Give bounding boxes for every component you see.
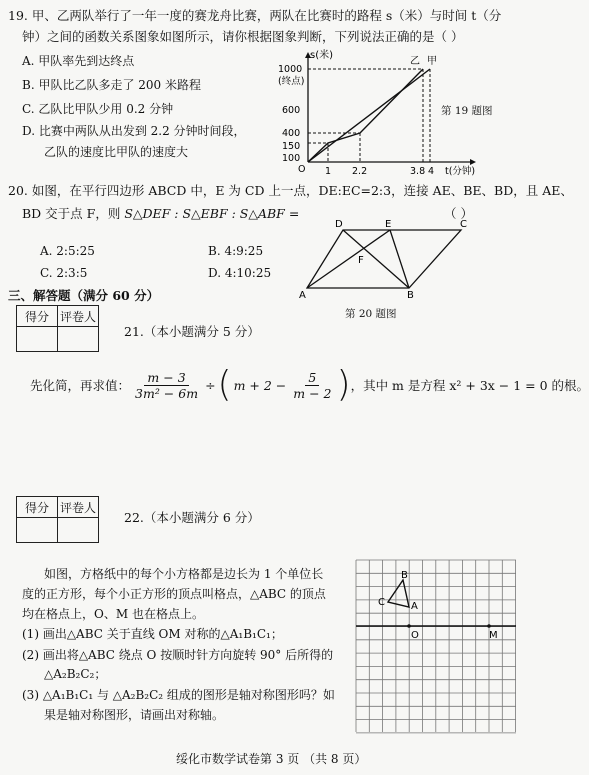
q19-series-label-yi: 乙: [410, 56, 420, 67]
q20-point-a: A: [299, 290, 306, 301]
q20-stem-line1: 20. 如图，在平行四边形 ABCD 中，E 为 CD 上一点，DE:EC=2:3，连接 AE、BE、BD，且 AE、: [8, 183, 573, 198]
q19-series-label-jia: 甲: [427, 56, 437, 67]
q19-y-tick-600: 600: [282, 105, 301, 116]
score-table-q22: [16, 496, 99, 543]
q20-figure-caption: 第 20 题图: [345, 308, 397, 320]
q19-y-tick-150: 150: [282, 141, 301, 152]
q19-y-tick-400: 400: [282, 128, 301, 139]
q22-body-line1: 如图，方格纸中的每个小方格都是边长为 1 个单位长: [44, 567, 324, 581]
q20-stem-line2: [22, 204, 299, 222]
q21-fraction-1: [132, 370, 201, 401]
q22-point-b: B: [401, 570, 408, 581]
q20-option-b: B. 4:9:25: [208, 244, 264, 258]
q19-option-d-line2: 乙队的速度比甲队的速度大: [44, 145, 189, 159]
q19-option-b: B. 甲队比乙队多走了 200 米路程: [22, 78, 201, 92]
q21-suffix: ，其中 m 是方程 x² + 3x − 1 = 0 的根。: [350, 378, 589, 393]
q20-point-c: C: [460, 219, 467, 230]
q20-point-b: B: [407, 290, 414, 301]
q20-parallelogram-figure: [295, 216, 475, 304]
score-header: 得分: [17, 306, 58, 327]
grader-cell[interactable]: [58, 327, 99, 352]
q22-item-2-line1: (2) 画出将△ABC 绕点 O 按顺时针方向旋转 90° 后所得的: [22, 648, 334, 662]
grader-header: 评卷人: [58, 306, 99, 327]
q19-stem-line2: 钟）之间的函数关系图象如图所示，请你根据图象判断，下列说法正确的是（ ）: [22, 29, 464, 44]
q21-fraction-1-denominator: 3m² − 6m: [135, 385, 199, 401]
q21-fraction-2: [290, 370, 334, 401]
q19-stem-line1: 19. 甲、乙两队举行了一年一度的赛龙舟比赛，两队在比赛时的路程 s（米）与时间 t（分: [8, 8, 502, 23]
grader-cell[interactable]: [58, 518, 99, 543]
q20-answer-paren: （ ）: [444, 206, 473, 221]
q21-mid-term: m + 2 −: [233, 377, 287, 393]
q22-body-line3: 均在格点上，O、M 也在格点上。: [22, 607, 204, 621]
q19-origin-label: O: [298, 164, 306, 175]
q19-option-d-line1: D. 比赛中两队从出发到 2.2 分钟时间段，: [22, 124, 246, 138]
q20-area-ratio-expr: S△DEF : S△EBF : S△ABF =: [124, 206, 300, 221]
q19-figure-caption: 第 19 题图: [441, 105, 493, 117]
score-cell[interactable]: [17, 327, 58, 352]
q19-x-tick-2-2: 2.2: [352, 166, 368, 177]
q19-y-axis-label: s(米): [310, 50, 334, 61]
q19-option-a: A. 甲队率先到达终点: [22, 54, 135, 68]
q21-paren-open: (: [217, 364, 232, 405]
q22-item-1: (1) 画出△ABC 关于直线 OM 对称的△A₁B₁C₁；: [22, 627, 283, 641]
q21-prefix: 先化简，再求值：: [30, 378, 131, 393]
q20-option-c: C. 2:3:5: [40, 266, 88, 280]
q19-x-tick-3-8: 3.8: [410, 166, 426, 177]
q22-grid-figure: [356, 560, 516, 736]
section-3-heading: 三、解答题（满分 60 分）: [8, 288, 160, 303]
q19-series-jia: [308, 69, 430, 162]
grader-header: 评卷人: [58, 497, 99, 518]
q21-fraction-2-denominator: m − 2: [293, 385, 332, 401]
q22-item-2-line2: △A₂B₂C₂；: [44, 667, 107, 681]
q19-x-tick-4: 4: [428, 166, 435, 177]
q22-title: 22.（本小题满分 6 分）: [124, 510, 260, 525]
score-cell[interactable]: [17, 518, 58, 543]
q19-option-c: C. 乙队比甲队少用 0.2 分钟: [22, 102, 174, 116]
q22-point-o: O: [411, 630, 419, 641]
q22-item-3-line2: 果是轴对称图形，请画出对称轴。: [44, 708, 225, 722]
q21-fraction-1-numerator: m − 3: [144, 370, 188, 386]
q22-point-m: M: [489, 630, 498, 641]
q22-point-c: C: [378, 597, 385, 608]
q19-x-axis-label: t(分钟): [445, 166, 476, 177]
q22-point-a: A: [411, 601, 418, 612]
q20-point-e: E: [385, 219, 392, 230]
score-table-q21: [16, 305, 99, 352]
q21-divide-sign: ÷: [205, 377, 216, 393]
page-footer: 绥化市数学试卷第 3 页 （共 8 页）: [176, 752, 367, 766]
q22-body-line2: 度的正方形，每个小正方形的顶点叫格点，△ABC 的顶点: [22, 587, 326, 601]
q19-y-end-label: (终点): [278, 76, 305, 87]
q19-y-tick-100: 100: [282, 153, 301, 164]
q21-fraction-2-numerator: 5: [305, 370, 319, 386]
q19-y-tick-1000: 1000: [278, 64, 303, 75]
q20-point-d: D: [335, 219, 343, 230]
q20-stem-prefix: BD 交于点 F，则: [22, 206, 125, 221]
q21-paren-close: ): [336, 364, 351, 405]
q20-option-a: A. 2:5:25: [40, 244, 95, 258]
score-header: 得分: [17, 497, 58, 518]
q20-point-f: F: [358, 255, 364, 266]
q22-item-3-line1: (3) △A₁B₁C₁ 与 △A₂B₂C₂ 组成的图形是轴对称图形吗？如: [22, 688, 335, 702]
q21-title: 21.（本小题满分 5 分）: [124, 324, 260, 339]
q20-option-d: D. 4:10:25: [208, 266, 272, 280]
q21-expression: [30, 364, 589, 405]
q19-x-tick-1: 1: [325, 166, 332, 177]
